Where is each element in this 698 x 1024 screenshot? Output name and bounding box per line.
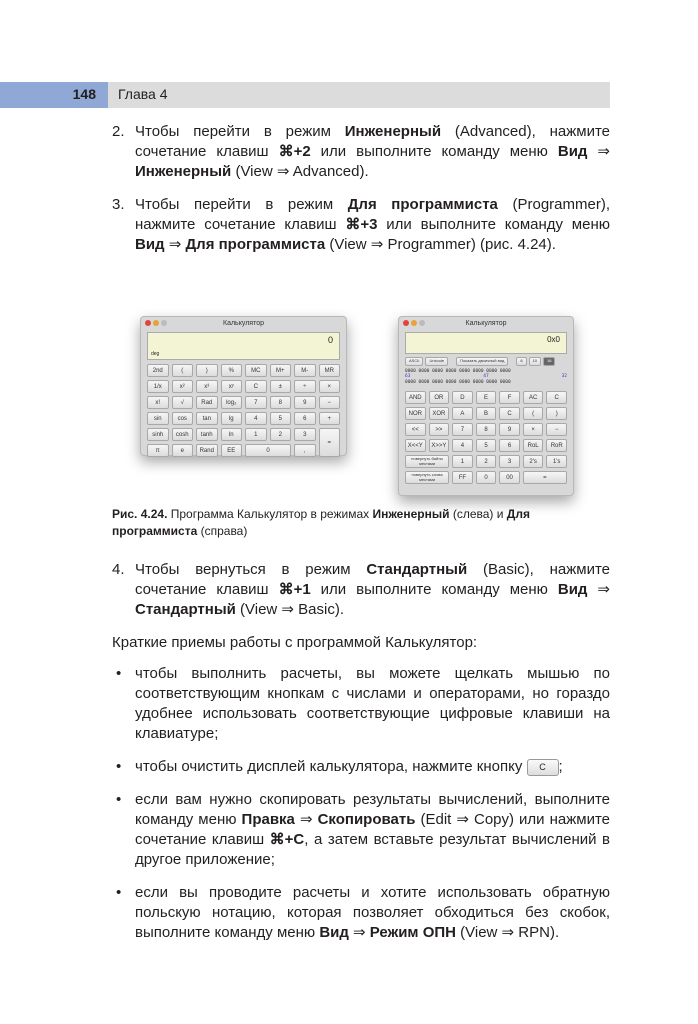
calc-display xyxy=(147,332,340,360)
bullet-item xyxy=(112,790,610,870)
page-number: 148 xyxy=(72,86,96,102)
calc-key: % xyxy=(221,364,243,377)
bold-term: Правка xyxy=(241,811,295,828)
programmer-keypad xyxy=(405,391,567,484)
calc-key: x³ xyxy=(196,380,218,393)
display-value: 0x0 xyxy=(547,335,560,344)
item-number: 2. xyxy=(112,123,125,140)
text-run: Чтобы вернуться в режим xyxy=(135,561,367,578)
bullet-text xyxy=(135,757,610,777)
bullet-text xyxy=(135,790,610,870)
calc-key: AC xyxy=(523,391,544,404)
calc-key: lg xyxy=(221,412,243,425)
calc-key: 5 xyxy=(476,439,497,452)
text-run: (View ⇒ Basic). xyxy=(235,601,345,618)
calc-key: X<<Y xyxy=(405,439,426,452)
calc-key: A xyxy=(452,407,473,420)
binary-view xyxy=(405,369,567,386)
calc-key: ( xyxy=(172,364,194,377)
text-run: (View ⇒ Advanced). xyxy=(231,163,369,180)
calc-key: 9 xyxy=(499,423,520,436)
calc-key: 7 xyxy=(452,423,473,436)
calc-key: 0 xyxy=(476,471,497,484)
calc-key: sinh xyxy=(147,428,169,441)
calc-key: sin xyxy=(147,412,169,425)
running-header xyxy=(108,82,610,108)
text-run: ⇒ xyxy=(348,924,370,941)
figure-caption xyxy=(112,506,610,540)
calc-key: 8 xyxy=(270,396,292,409)
text-run: (View ⇒ Programmer) (рис. 4.24). xyxy=(325,236,556,253)
text-run: ⇒ xyxy=(294,811,318,828)
bold-term: Вид xyxy=(319,924,349,941)
text-run: если вы проводите расчеты и хотите использовать обратную польскую нотацию, которая позволяет обходиться без скобок, выполните команду меню xyxy=(135,884,610,941)
bold-term: ⌘+1 xyxy=(278,581,311,598)
mode-tab: 16 xyxy=(543,357,555,366)
calc-key: + xyxy=(319,412,341,425)
calc-key: MR xyxy=(319,364,341,377)
text-run: (Advanced), нажмите сочетание клавиш xyxy=(135,123,610,160)
calc-key: 6 xyxy=(294,412,316,425)
calc-key: FF xyxy=(452,471,473,484)
bold-term: Инженерный xyxy=(372,507,450,521)
angle-mode: deg xyxy=(151,351,160,357)
calc-key: = xyxy=(319,428,341,457)
bullet-icon: • xyxy=(116,758,122,775)
calc-key: OR xyxy=(429,391,450,404)
calc-key: 3 xyxy=(294,428,316,441)
bullet-text xyxy=(135,883,610,943)
calc-key: 1 xyxy=(452,455,473,468)
calc-key: 9 xyxy=(294,396,316,409)
calc-key: 2nd xyxy=(147,364,169,377)
bit-label: 32 xyxy=(561,374,567,379)
page-body xyxy=(112,122,610,956)
calc-key: Rad xyxy=(196,396,218,409)
chapter-title: Глава 4 xyxy=(118,86,168,102)
text-run: ⇒ xyxy=(587,581,610,598)
list-item-4 xyxy=(112,560,610,620)
calc-key: XOR xyxy=(429,407,450,420)
bold-term: Вид xyxy=(135,236,165,253)
calc-key: 7 xyxy=(245,396,267,409)
bold-term: Для программиста xyxy=(185,236,326,253)
calc-key: × xyxy=(319,380,341,393)
calc-key: 8 xyxy=(476,423,497,436)
bold-term: Инженерный xyxy=(135,163,232,180)
mode-tab: Показать двоичный вид xyxy=(456,357,508,366)
calc-key: B xyxy=(476,407,497,420)
bullet-icon: • xyxy=(116,791,122,808)
text-run: (View ⇒ RPN). xyxy=(455,924,560,941)
text-run: (слева) и xyxy=(449,507,507,521)
calc-key: X>>Y xyxy=(429,439,450,452)
bullet-icon: • xyxy=(116,665,122,682)
mode-tab: Unicode xyxy=(425,357,448,366)
calc-key: π xyxy=(147,444,169,457)
text-run: или выполните команду меню xyxy=(310,581,558,598)
calc-key: 00 xyxy=(499,471,520,484)
calc-key: 2 xyxy=(476,455,497,468)
text-run: или выполните команду меню xyxy=(377,216,610,233)
text-run: если вам нужно скопировать результаты вычислений, выполните команду меню xyxy=(135,791,610,828)
calc-key: ) xyxy=(196,364,218,377)
text-run: (Edit ⇒ Copy) или нажмите сочетание клавиш xyxy=(135,811,610,848)
calc-key: E xyxy=(476,391,497,404)
bold-term: ⌘+C xyxy=(269,831,305,848)
text-run: чтобы очистить дисплей калькулятора, нажмите кнопку xyxy=(135,758,527,775)
calc-key: M+ xyxy=(270,364,292,377)
calc-key: >> xyxy=(429,423,450,436)
clear-key: C xyxy=(527,759,559,776)
intro-paragraph: Краткие приемы работы с программой Калькулятор: xyxy=(112,634,478,651)
calc-key: cosh xyxy=(172,428,194,441)
window-controls-icon xyxy=(403,320,427,326)
bit-label: 47 xyxy=(483,374,489,379)
list-item-2 xyxy=(112,122,610,182)
calc-key: x! xyxy=(147,396,169,409)
item-text xyxy=(135,195,610,255)
bold-term: Для программиста xyxy=(112,507,530,538)
bits-row: 0000 0000 0000 0000 0000 0000 0000 0000 xyxy=(405,379,511,385)
calc-key: NOR xyxy=(405,407,426,420)
calc-key: M- xyxy=(294,364,316,377)
item-text xyxy=(135,122,610,182)
calc-key: << xyxy=(405,423,426,436)
caption-label: Рис. 4.24. xyxy=(112,507,168,521)
window-title: Калькулятор xyxy=(465,320,507,327)
calc-key: ÷ xyxy=(294,380,316,393)
calc-key: x² xyxy=(172,380,194,393)
calc-display xyxy=(405,332,567,354)
calc-key: 1/x xyxy=(147,380,169,393)
calc-key: D xyxy=(452,391,473,404)
calc-key: C xyxy=(499,407,520,420)
figure xyxy=(112,276,610,506)
mode-tabs xyxy=(405,357,567,366)
bullet-icon: • xyxy=(116,884,122,901)
bullet-item xyxy=(112,664,610,744)
text-run: Программа Калькулятор в режимах xyxy=(167,507,373,521)
title-bar xyxy=(399,317,573,330)
calc-key: 0 xyxy=(245,444,291,457)
calc-key: 4 xyxy=(245,412,267,425)
calc-key: − xyxy=(319,396,341,409)
calc-key: , xyxy=(294,444,316,457)
bold-term: Скопировать xyxy=(317,811,416,828)
bold-term: Инженерный xyxy=(344,123,442,140)
calc-key: повернуть слова местами xyxy=(405,471,449,484)
programmer-calculator-screenshot xyxy=(398,316,574,496)
mode-tab: ASCII xyxy=(405,357,423,366)
calc-key: 6 xyxy=(499,439,520,452)
calc-key: 2's xyxy=(523,455,544,468)
bold-term: Вид xyxy=(557,143,588,160)
calc-key: ln xyxy=(221,428,243,441)
mode-tab: 8 xyxy=(516,357,526,366)
title-bar xyxy=(141,317,346,330)
calc-key: 2 xyxy=(270,428,292,441)
calc-key: AND xyxy=(405,391,426,404)
bold-term: Стандартный xyxy=(135,601,236,618)
window-title: Калькулятор xyxy=(223,320,264,327)
calc-key: EE xyxy=(221,444,243,457)
item-number: 3. xyxy=(112,196,125,213)
calc-key: tanh xyxy=(196,428,218,441)
text-run: или выполните команду меню xyxy=(310,143,558,160)
calc-key: 1 xyxy=(245,428,267,441)
text-run: ⇒ xyxy=(164,236,186,253)
calc-key: ( xyxy=(523,407,544,420)
calc-key: − xyxy=(546,423,567,436)
advanced-calculator-screenshot xyxy=(140,316,347,456)
calc-key: 3 xyxy=(499,455,520,468)
calc-key: F xyxy=(499,391,520,404)
bold-term: Для программиста xyxy=(347,196,498,213)
item-text xyxy=(135,560,610,620)
calc-key: cos xyxy=(172,412,194,425)
calc-key: C xyxy=(245,380,267,393)
calc-key: × xyxy=(523,423,544,436)
display-value: 0 xyxy=(327,335,333,345)
item-number: 4. xyxy=(112,561,125,578)
text-run: Чтобы перейти в режим xyxy=(135,123,345,140)
calc-key: Rand xyxy=(196,444,218,457)
text-run: (справа) xyxy=(197,524,248,538)
bold-term: ⌘+3 xyxy=(345,216,378,233)
window-controls-icon xyxy=(145,320,169,326)
calc-key: √ xyxy=(172,396,194,409)
calc-key: tan xyxy=(196,412,218,425)
list-item-3 xyxy=(112,195,610,255)
calc-key: e xyxy=(172,444,194,457)
text-run: чтобы выполнить расчеты, вы можете щелкать мышью по соответствующим кнопкам с числами и операторами, но гораздо удобнее использовать соответствующие цифровые клавиши на клавиатуре; xyxy=(135,665,610,742)
bold-term: Режим ОПН xyxy=(369,924,456,941)
calc-key: повернуть байты местами xyxy=(405,455,449,468)
calc-key: ± xyxy=(270,380,292,393)
page-number-box xyxy=(0,82,108,108)
bits-row: 0000 0000 0000 0000 0000 0000 0000 0000 xyxy=(405,368,511,374)
bold-term: Вид xyxy=(557,581,588,598)
calc-key: 4 xyxy=(452,439,473,452)
calc-key: RoL xyxy=(523,439,544,452)
calc-key: RoR xyxy=(546,439,567,452)
bullet-text xyxy=(135,664,610,744)
bold-term: Стандартный xyxy=(366,561,468,578)
calc-key: 1's xyxy=(546,455,567,468)
bullet-item xyxy=(112,883,610,943)
text-run: ; xyxy=(558,758,563,775)
calc-key: MC xyxy=(245,364,267,377)
text-run: Чтобы перейти в режим xyxy=(135,196,348,213)
text-run: (Basic), нажмите сочетание клавиш xyxy=(135,561,611,598)
advanced-keypad xyxy=(147,364,340,457)
bold-term: ⌘+2 xyxy=(278,143,311,160)
text-run: (Programmer), нажмите сочетание клавиш xyxy=(135,196,610,233)
calc-key: log₂ xyxy=(221,396,243,409)
calc-key: 5 xyxy=(270,412,292,425)
bit-label: 63 xyxy=(405,374,411,379)
calc-key: xʸ xyxy=(221,380,243,393)
mode-tab: 10 xyxy=(529,357,541,366)
calc-key: ) xyxy=(546,407,567,420)
text-run: ⇒ xyxy=(587,143,610,160)
calc-key: = xyxy=(523,471,567,484)
text-run: , а затем вставьте результат вычислений в другое приложение; xyxy=(135,831,610,868)
bullet-item xyxy=(112,757,610,777)
calc-key: C xyxy=(546,391,567,404)
